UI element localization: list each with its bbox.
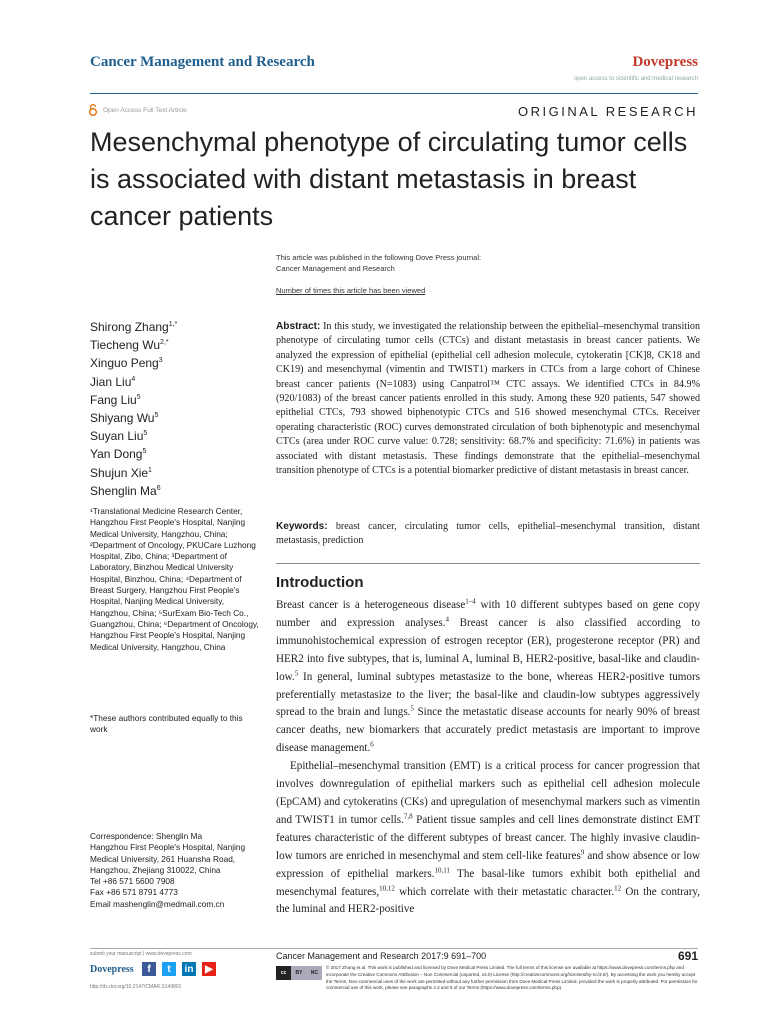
introduction-paragraph: Breast cancer is a heterogeneous disease$^{1-4}$ with 10 different subtypes based on gene copy number and expression analyses.$^4$ Breast cancer is also classified according to immunohistochemical expression of estrogen receptor (ER), progesterone receptor (PR) and HER2 into five subtypes, that is, luminal A, luminal B, HER2-positive, basal-like and claudin-low.$^5$ In general, luminal subtypes metastasize to the bone, whereas HER2-positive tumors preferentially metastasize to the liver; the basal-like and claudin-low subtypes aggressively spread to the brain and lungs.$^5$ Since the metastatic disease accounts for nearly 90% of breast cancer deaths, new biomarkers that accurately predict metastasis are important to improve disease management.$^6$	[276, 597, 700, 755]
publisher-tagline: open access to scientific and medical research	[573, 76, 698, 82]
cc-by-icon: BY	[291, 966, 306, 980]
correspondence-line: Medical University, 261 Huansha Road,	[90, 853, 236, 864]
introduction-heading: Introduction	[276, 574, 364, 591]
footer-publisher-logo[interactable]: Dovepress	[90, 964, 134, 975]
open-access-text: Open Access Full Text Article	[103, 106, 187, 114]
citation-ref[interactable]: 7,8	[403, 812, 413, 821]
creative-commons-badge[interactable]	[276, 966, 322, 980]
twitter-icon[interactable]: t	[162, 962, 176, 976]
publication-note	[276, 252, 481, 274]
correspondence	[90, 831, 268, 910]
publication-note-line: This article was published in the following Dove Press journal:	[276, 253, 482, 262]
author-name: Shirong Zhang$^{1,*}$	[90, 320, 178, 334]
citation-ref[interactable]: 1–4	[465, 597, 476, 606]
footer-citation: Cancer Management and Research 2017:9 691–700	[276, 951, 487, 961]
views-link[interactable]: Number of times this article has been viewed	[276, 286, 426, 295]
publisher-logo[interactable]: Dovepress	[632, 54, 698, 70]
correspondence-email[interactable]: Email mashenglin@medmail.com.cn	[90, 898, 225, 909]
author-name: Suyan Liu$^5$	[90, 429, 148, 444]
contribution-note: *These authors contributed equally to this work	[90, 713, 243, 735]
journal-name: Cancer Management and Research	[90, 54, 315, 70]
correspondence-line: Hangzhou, Zhejiang 310022, China	[90, 864, 221, 875]
header-rule	[90, 93, 698, 94]
article-title: Mesenchymal phenotype of circulating tumor cells is associated with distant metastasis in breast cancer patients	[90, 127, 688, 231]
author-name: Shenglin Ma$^6$	[90, 483, 161, 498]
abstract	[276, 320, 700, 478]
author-name: Jian Liu$^4$	[90, 374, 136, 389]
submit-manuscript-link[interactable]: submit your manuscript | www.dovepress.com	[90, 951, 192, 957]
cc-nc-icon: NC	[307, 966, 322, 980]
correspondence-line: Tel +86 571 5600 7908	[90, 876, 175, 887]
youtube-icon[interactable]: ▶	[202, 962, 216, 976]
page-number: 691	[677, 949, 698, 963]
citation-ref[interactable]: 9	[580, 848, 585, 856]
affiliations: ¹Translational Medicine Research Center, Hangzhou First People's Hospital, Nanjing Medical University, Hangzhou, China; ²Department of Oncology, PKUCare Luzhong Hospital, Zibo, China; ³Department of Laboratory, Binzhou Medical University Hospital, Binzhou, China; ⁴Department of Breast Surgery, Hangzhou First People's Hospital, Nanjing Medical University, Hangzhou, China; ⁵SurExam Bio-Tech Co., Guangzhou, China; ⁶Department of Oncology, Hangzhou First People's Hospital, Nanjing Medical University, Hangzhou, China	[90, 506, 259, 652]
citation-ref[interactable]: 5	[294, 668, 299, 677]
introduction-body	[276, 597, 700, 919]
author-name: Fang Liu$^5$	[90, 392, 141, 407]
footer-rule	[90, 948, 698, 949]
social-links	[142, 962, 216, 976]
citation-ref[interactable]: 10,12	[379, 883, 395, 892]
keywords-label: Keywords:	[276, 521, 328, 532]
author-name: Xinguo Peng$^3$	[90, 356, 163, 371]
correspondence-heading: Correspondence: Shenglin Ma	[90, 831, 203, 841]
citation-ref[interactable]: 12	[614, 883, 622, 892]
citation-ref[interactable]: 6	[370, 740, 374, 749]
author-name: Yan Dong$^5$	[90, 447, 147, 462]
author-name: Shiyang Wu$^5$	[90, 411, 159, 426]
facebook-icon[interactable]: f	[142, 962, 156, 976]
cc-icon: cc	[276, 966, 291, 980]
author-list	[90, 318, 177, 500]
introduction-paragraph: Epithelial–mesenchymal transition (EMT) is a critical process for cancer progression that involves downregulation of epithelial markers such as epithelial cell adhesion molecule (EpCAM) and cytokeratins (CKs) and upregulation of mesenchymal markers such as vimentin and TWIST1 in tumor cells.$^{7,8}$ Patient tissue samples and cell lines demonstrate distinct EMT features characteristic of the different subtypes of breast cancer. The highly invasive claudin-low tumors are enriched in mesenchymal and stem cell-like features$^9$ and show absence or low expression of epithelial markers.$^{10,11}$ The basal-like tumors exhibit both epithelial and mesenchymal features,$^{10,12}$ which correlate with their metastatic character.$^{12}$ On the contrary, the luminal and HER2-positive	[276, 760, 700, 916]
correspondence-line: Fax +86 571 8791 4773	[90, 887, 178, 898]
correspondence-line: Hangzhou First People's Hospital, Nanjing	[90, 842, 246, 853]
keywords-text: breast cancer, circulating tumor cells, epithelial–mesenchymal transition, distant metastasis, prediction	[276, 521, 700, 547]
citation-ref[interactable]: 4	[445, 615, 449, 624]
author-name: Tiecheng $Wu^{2,*}$	[90, 338, 169, 353]
license-text: © 2017 Zhang et al. This work is published and licensed by Dove Medical Press Limited. The full terms of this license are available at https://www.dovepress.com/terms.php and incorporate the Creative Commons Attribution – Non Commercial (unported, v3.0) License (http://creativecommons.org/licenses/by-nc/3.0/). By accessing the work you hereby accept the Terms. Non-commercial uses of the work are permitted without any further permission from Dove Medical Press Limited, provided the work is properly attributed. For permission for commercial use of this work, please see paragraphs 4.2 and 5 of our Terms (https://www.dovepress.com/terms.php).	[326, 965, 698, 991]
open-access-icon	[88, 104, 98, 116]
section-rule	[276, 563, 700, 564]
author-name: Shujun Xie$^1$	[90, 465, 152, 480]
citation-ref[interactable]: 10,11	[434, 865, 450, 874]
doi-link[interactable]: http://dx.doi.org/10.2147/CMAR.S149801	[90, 984, 182, 990]
abstract-label: Abstract:	[276, 321, 321, 332]
article-type: ORIGINAL RESEARCH	[518, 104, 698, 119]
publication-note-journal: Cancer Management and Research	[276, 264, 395, 273]
abstract-text: In this study, we investigated the relationship between the epithelial–mesenchymal transition phenotype of circulating tumor cells (CTCs) and distant metastasis in breast cancer patients. We analyzed the expression of epithelial (epithelial cell adhesion molecule, cytokeratin [CK]8, CK18 and CK19) and mesenchymal (vimentin and TWIST1) markers in CTCs from a large cohort of Chinese breast cancer patients (N=1083) using Canpatrol™ CTC assays. We identified CTCs in 84.9% (920/1083) of the breast cancer patients enrolled in this study. Among these 920 patients, 547 showed epithelial CTCs, 793 showed biphenotypic CTCs and 516 showed mesenchymal CTCs. Receiver operating characteristic (ROC) curves demonstrated circulation of both biphenotypic and mesenchymal CTCs (area under ROC curve value: 0.728; sensitivity: 68.7% and specificity: 71.6%) in patients was associated with distant metastasis. These findings demonstrate that the epithelial–mesenchymal transition phenotype of CTCs is a potential biomarker predictive of distant metastasis in breast cancer.	[276, 321, 700, 477]
open-access-label	[88, 104, 187, 116]
keywords	[276, 520, 700, 549]
citation-ref[interactable]: 5	[410, 704, 414, 713]
linkedin-icon[interactable]: in	[182, 962, 196, 976]
